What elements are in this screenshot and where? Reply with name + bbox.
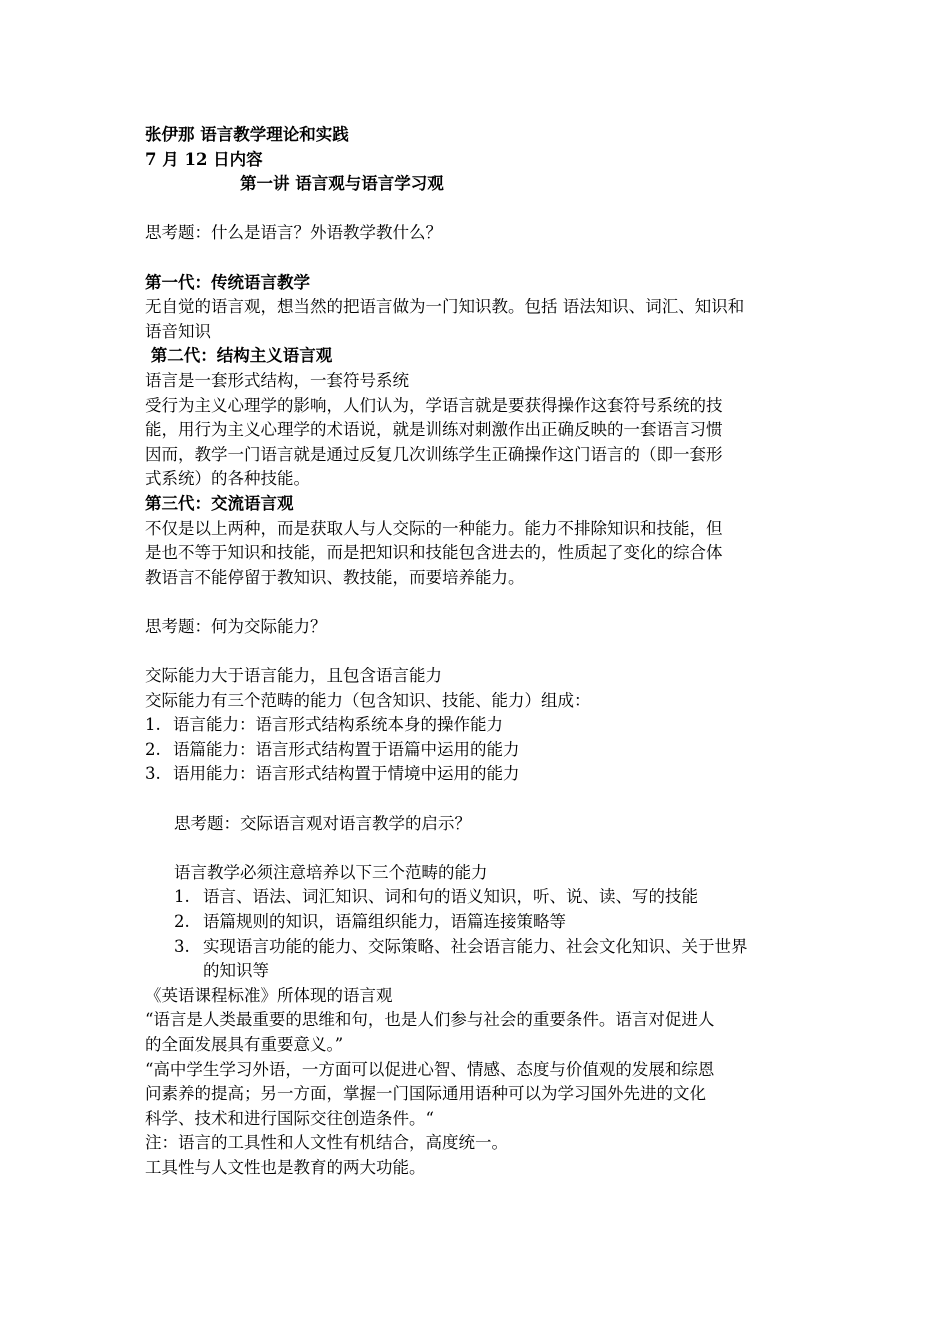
spacer — [145, 639, 810, 664]
communicative-competence-text: 交际能力有三个范畴的能力（包含知识、技能、能力）组成： — [145, 690, 591, 710]
list-text: 语篇能力：语言形式结构置于语篇中运用的能力 — [173, 739, 520, 759]
header-author-course: 张伊那 语言教学理论和实践 — [145, 125, 349, 144]
list-number: 2. — [174, 912, 190, 931]
list-number: 1. — [145, 715, 161, 735]
question-1: 思考题：什么是语言？外语教学教什么？ — [145, 223, 442, 243]
spacer — [145, 246, 810, 271]
question-2: 思考题：何为交际能力？ — [145, 616, 327, 636]
generation-2-text: 受行为主义心理学的影响，人们认为，学语言就是要获得操作这套符号系统的技 — [145, 395, 723, 415]
list-item — [145, 713, 810, 738]
communicative-competence-text: 交际能力大于语言能力，且包含语言能力 — [145, 666, 442, 686]
list-text: 语言、语法、词汇知识、词和句的语义知识，听、说、读、写的技能 — [203, 887, 698, 907]
list-item — [145, 762, 810, 787]
list-number: 3. — [174, 936, 190, 956]
quote-2: 问素养的提高；另一方面，掌握一门国际通用语种可以为学习国外先进的文化 — [145, 1084, 706, 1104]
list-item — [174, 885, 810, 910]
quote-2: 科学、技术和进行国际交往创造条件。“ — [145, 1108, 434, 1128]
list-text: 语用能力：语言形式结构置于情境中运用的能力 — [173, 764, 520, 784]
quote-1: 的全面发展具有重要意义。” — [145, 1034, 344, 1054]
list-number: 2. — [145, 739, 161, 759]
quote-2: “高中学生学习外语，一方面可以促进心智、情感、态度与价值观的发展和综恩 — [145, 1059, 715, 1079]
teaching-list — [174, 885, 810, 983]
list-text: 的知识等 — [203, 961, 269, 981]
spacer — [174, 836, 810, 861]
list-item — [174, 910, 810, 935]
list-text: 语言能力：语言形式结构系统本身的操作能力 — [173, 715, 503, 735]
list-item — [174, 935, 810, 984]
generation-1-text: 无自觉的语言观，想当然的把语言做为一门知识教。包括 语法知识、词汇、知识和 — [145, 297, 745, 317]
generation-1-text: 语音知识 — [145, 321, 211, 341]
standard-title: 《英语课程标准》所体现的语言观 — [145, 985, 393, 1005]
generation-3-text: 不仅是以上两种，而是获取人与人交际的一种能力。能力不排除知识和技能，但 — [145, 518, 723, 538]
list-number: 3. — [145, 764, 161, 784]
list-text: 实现语言功能的能力、交际策略、社会语言能力、社会文化知识、关于世界 — [203, 936, 748, 956]
teaching-intro: 语言教学必须注意培养以下三个范畴的能力 — [174, 862, 488, 882]
generation-1-heading: 第一代：传统语言教学 — [145, 272, 310, 292]
generation-2-text: 式系统）的各种技能。 — [145, 469, 310, 489]
spacer — [145, 197, 810, 222]
question-3: 思考题：交际语言观对语言教学的启示？ — [174, 813, 471, 833]
generation-3-text: 教语言不能停留于教知识、教技能，而要培养能力。 — [145, 567, 525, 587]
list-item — [145, 738, 810, 763]
document-body — [145, 123, 810, 1181]
spacer — [145, 590, 810, 615]
generation-2-text: 因而，教学一门语言就是通过反复几次训练学生正确操作这门语言的（即一套形 — [145, 444, 723, 464]
generation-2-text: 语言是一套形式结构，一套符号系统 — [145, 370, 409, 390]
list-number: 1. — [174, 887, 190, 907]
spacer — [145, 787, 810, 812]
closing-text: 工具性与人文性也是教育的两大功能。 — [145, 1157, 426, 1177]
generation-2-heading: 第二代：结构主义语言观 — [145, 346, 333, 366]
lecture-title: 第一讲 语言观与语言学习观 — [240, 174, 444, 194]
header-date: 7 月 12 日内容 — [145, 149, 263, 169]
quote-1: “语言是人类最重要的思维和句，也是人们参与社会的重要条件。语言对促进人 — [145, 1010, 715, 1030]
competence-list — [145, 713, 810, 787]
list-text: 语篇规则的知识，语篇组织能力，语篇连接策略等 — [203, 912, 566, 931]
generation-2-text: 能，用行为主义心理学的术语说，就是训练对刺激作出正确反映的一套语言习惯 — [145, 420, 723, 440]
note: 注：语言的工具性和人文性有机结合，高度统一。 — [145, 1133, 508, 1153]
generation-3-text: 是也不等于知识和技能，而是把知识和技能包含进去的，性质起了变化的综合体 — [145, 543, 723, 563]
generation-3-heading: 第三代：交流语言观 — [145, 493, 294, 513]
